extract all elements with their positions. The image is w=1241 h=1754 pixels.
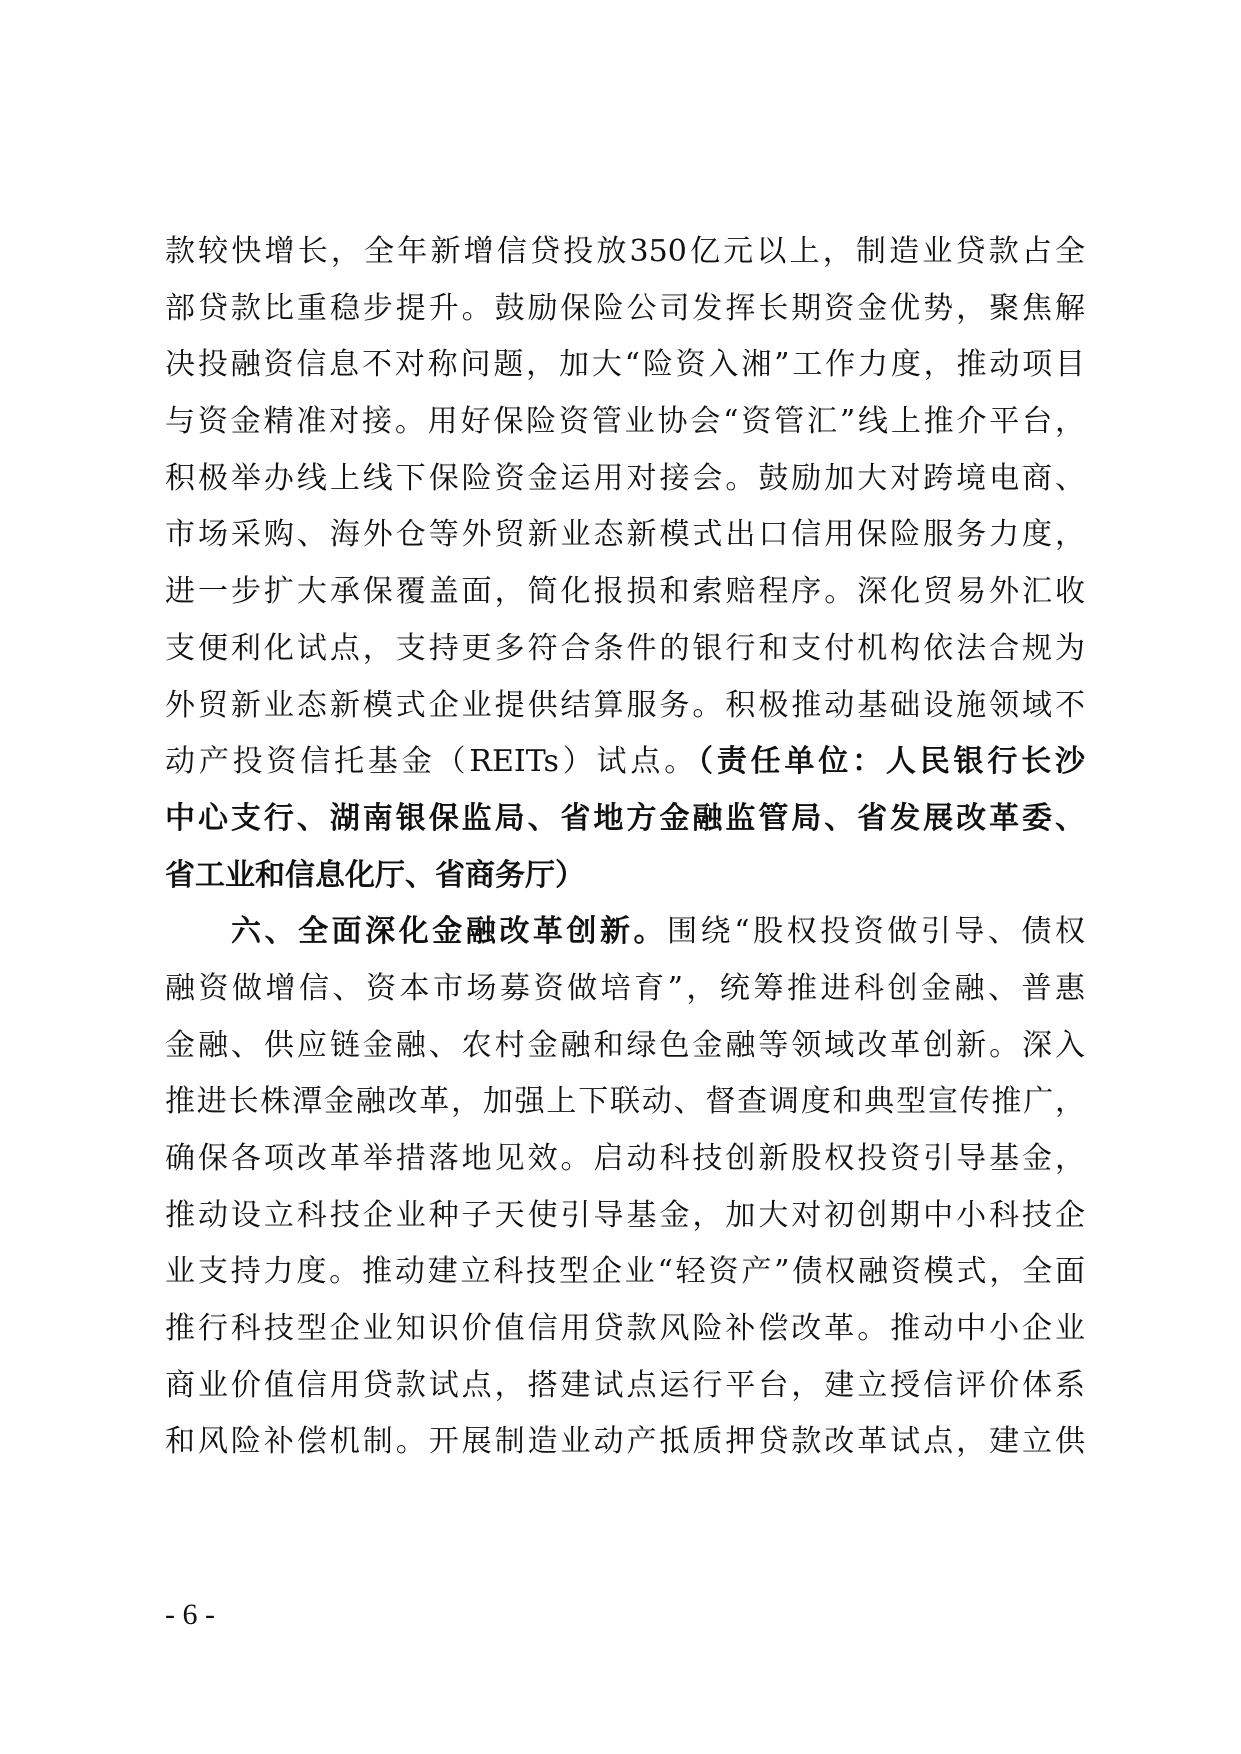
text-line xyxy=(165,1358,1085,1415)
text: 进一步扩大承保覆盖面，简化报损和索赔程序。深化贸易外汇收 xyxy=(165,574,1085,610)
responsible-units: 省工业和信息化厅、省商务厅） xyxy=(165,857,585,893)
text-line xyxy=(165,1244,1085,1301)
text-line xyxy=(165,1018,1085,1075)
text-line xyxy=(165,564,1085,621)
text: 业支持力度。推动建立科技型企业“轻资产”债权融资模式，全面 xyxy=(165,1254,1085,1290)
text-line xyxy=(165,678,1085,735)
page-number: - 6 - xyxy=(165,1598,215,1631)
text: 部贷款比重稳步提升。鼓励保险公司发挥长期资金优势，聚焦解 xyxy=(165,290,1085,326)
text-line xyxy=(165,1131,1085,1188)
text-line xyxy=(165,904,1085,961)
text: 决投融资信息不对称问题，加大“险资入湘”工作力度，推动项目 xyxy=(165,347,1085,383)
text: 商业价值信用贷款试点，搭建试点运行平台，建立授信评价体系 xyxy=(165,1367,1085,1403)
text-line xyxy=(165,621,1085,678)
responsible-units: （责任单位：人民银行长沙 xyxy=(698,744,1086,780)
document-body xyxy=(165,224,1085,1471)
text-line xyxy=(165,224,1085,281)
text-line xyxy=(165,451,1085,508)
text-line xyxy=(165,734,1085,791)
text: 与资金精准对接。用好保险资管业协会“资管汇”线上推介平台， xyxy=(165,404,1085,440)
text: 推动设立科技企业种子天使引导基金，加大对初创期中小科技企 xyxy=(165,1197,1085,1233)
text: 确保各项改革举措落地见效。启动科技创新股权投资引导基金， xyxy=(165,1141,1085,1176)
text-line xyxy=(165,507,1085,564)
text-line xyxy=(165,1301,1085,1358)
text-line xyxy=(165,791,1085,848)
text-line xyxy=(165,1414,1085,1471)
section-heading: 六、全面深化金融改革创新。 xyxy=(231,914,668,950)
text-line xyxy=(165,1188,1085,1245)
text-line xyxy=(165,281,1085,338)
text-line xyxy=(165,1074,1085,1131)
text: 和风险补偿机制。开展制造业动产抵质押贷款改革试点，建立供 xyxy=(165,1424,1085,1460)
text-line xyxy=(165,848,1085,905)
text-line xyxy=(165,394,1085,451)
text: 金融、供应链金融、农村金融和绿色金融等领域改革创新。深入 xyxy=(165,1027,1085,1063)
text: 市场采购、海外仓等外贸新业态新模式出口信用保险服务力度， xyxy=(165,517,1085,553)
text: 款较快增长，全年新增信贷投放350亿元以上，制造业贷款占全 xyxy=(165,234,1085,269)
text: 围绕“股权投资做引导、债权 xyxy=(667,914,1086,950)
text-line xyxy=(165,961,1085,1018)
responsible-units: 中心支行、湖南银保监局、省地方金融监管局、省发展改革委、 xyxy=(165,800,1085,836)
text: 积极举办线上线下保险资金运用对接会。鼓励加大对跨境电商、 xyxy=(165,460,1085,496)
text: 动产投资信托基金（REITs）试点。 xyxy=(165,744,699,780)
text-line xyxy=(165,337,1085,394)
text: 推进长株潭金融改革，加强上下联动、督查调度和典型宣传推广， xyxy=(165,1084,1085,1120)
text: 支便利化试点，支持更多符合条件的银行和支付机构依法合规为 xyxy=(165,630,1085,666)
text: 融资做增信、资本市场募资做培育”，统筹推进科创金融、普惠 xyxy=(165,970,1085,1006)
text: 推行科技型企业知识价值信用贷款风险补偿改革。推动中小企业 xyxy=(165,1311,1085,1347)
text: 外贸新业态新模式企业提供结算服务。积极推动基础设施领域不 xyxy=(165,687,1085,723)
